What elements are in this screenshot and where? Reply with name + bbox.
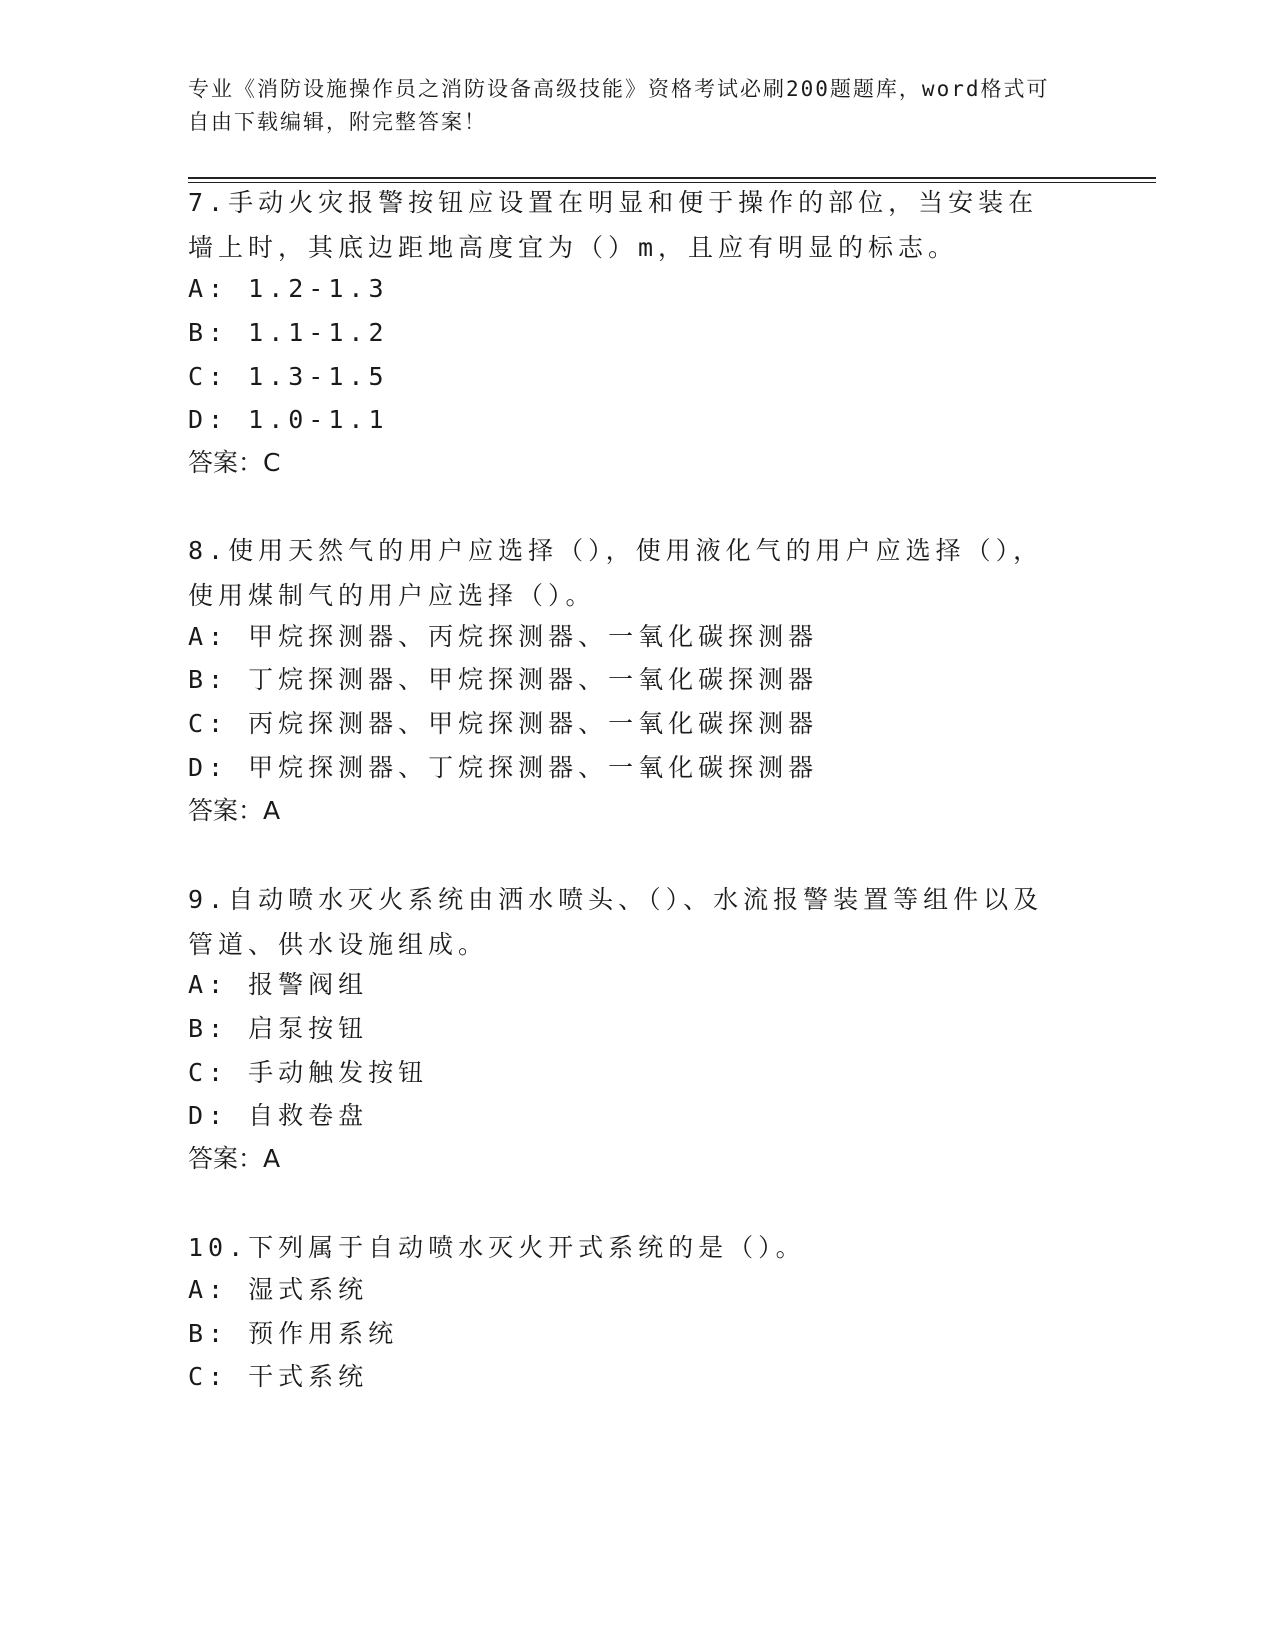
question-9-option-b: B: 启泵按钮 [188,1014,369,1043]
question-10-option-c: C: 干式系统 [188,1362,369,1391]
question-7-stem: 7.手动火灾报警按钮应设置在明显和便于操作的部位，当安装在墙上时，其底边距地高度宜为（）m，且应有明显的标志。 [188,188,1039,262]
question-7-option-d: D: 1.0-1.1 [188,405,389,434]
question-8-option-d: D: 甲烷探测器、丁烷探测器、一氧化碳探测器 [188,753,819,782]
question-7-option-a: A: 1.2-1.3 [188,274,389,303]
question-10-option-b: B: 预作用系统 [188,1319,399,1348]
question-9-option-c: C: 手动触发按钮 [188,1058,429,1087]
question-7-option-b: B: 1.1-1.2 [188,318,389,347]
question-10-option-a: A: 湿式系统 [188,1275,369,1304]
question-8-option-c: C: 丙烷探测器、甲烷探测器、一氧化碳探测器 [188,709,819,738]
document-header: 专业《消防设施操作员之消防设备高级技能》资格考试必刷200题题库，word格式可自由下载编辑，附完整答案！ [188,77,1050,134]
question-9-answer: 答案：A [188,1144,281,1173]
question-8-option-a: A: 甲烷探测器、丙烷探测器、一氧化碳探测器 [188,622,819,651]
question-10-stem: 10.下列属于自动喷水灭火开式系统的是（）。 [188,1233,806,1262]
header-divider-thick [188,177,1156,179]
question-9-option-d: D: 自救卷盘 [188,1101,369,1130]
question-7-answer: 答案：C [188,448,281,477]
question-7-option-c: C: 1.3-1.5 [188,362,389,391]
question-9-stem: 9.自动喷水灭火系统由洒水喷头、（）、水流报警装置等组件以及管道、供水设施组成。 [188,885,1044,959]
question-8-answer: 答案：A [188,796,281,825]
question-8-option-b: B: 丁烷探测器、甲烷探测器、一氧化碳探测器 [188,665,819,694]
question-8-stem: 8.使用天然气的用户应选择（），使用液化气的用户应选择（），使用煤制气的用户应选择（）。 [188,536,1044,610]
question-9-option-a: A: 报警阀组 [188,970,369,999]
